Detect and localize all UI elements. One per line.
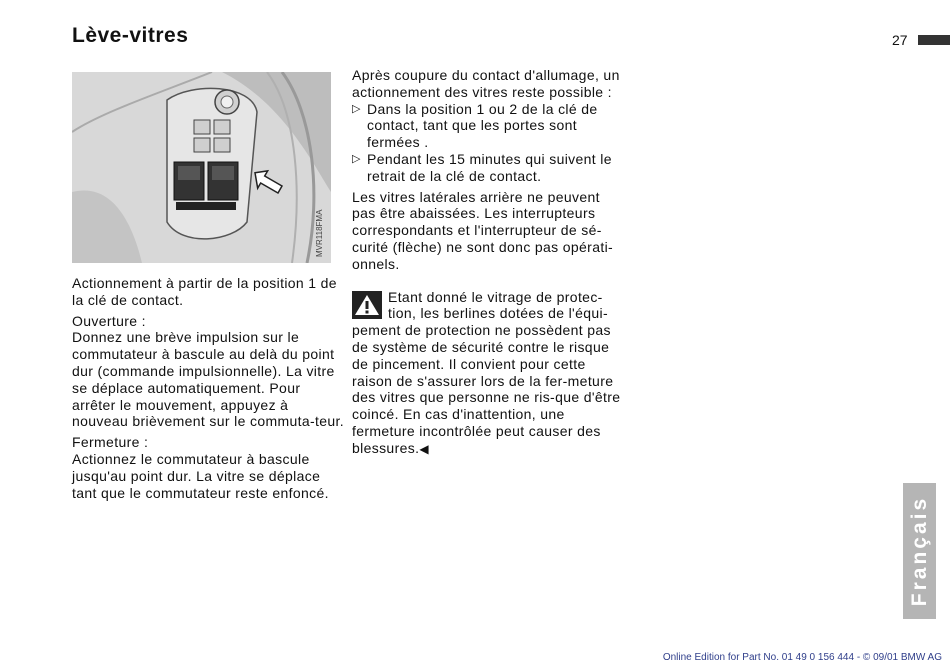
fermeture-heading: Fermeture : — [72, 434, 149, 451]
window-switch-illustration — [72, 72, 331, 263]
ignition-off-text: Après coupure du contact d'allumage, un actionnement des vitres reste possible : — [352, 67, 620, 100]
ouverture-text: Donnez une brève impulsion sur le commutateur à bascule au delà du point dur (commande impulsionnelle). La vitre se déplace automatiquement. Pour arrêter le mouvement, appuyez à nouveau brièvement sur le commuta-teur. — [72, 329, 345, 430]
warning-block — [352, 289, 624, 458]
warning-triangle-icon — [352, 291, 382, 319]
bullet-item — [352, 101, 624, 151]
warning-text: Etant donné le vitrage de protec-tion, les berlines dotées de l'équi-pement de protection ne possèdent pas de système de sécurité contre le risque de pincement. Il convient pour cette raison de s'assurer lors de la fer-meture des vitres que personne ne ris-que d'être coincé. En cas d'inattention, une fermeture incontrôlée peut causer des blessures. — [352, 288, 621, 456]
bullet-text: Dans la position 1 ou 2 de la clé de contact, tant que les portes sont fermées . — [367, 100, 598, 151]
ouverture-heading: Ouverture : — [72, 312, 146, 329]
figure-code: MVR118FMA — [315, 209, 324, 257]
right-column — [352, 67, 624, 458]
page-number: 27 — [892, 32, 908, 48]
bullet-text: Pendant les 15 minutes qui suivent le retrait de la clé de contact. — [367, 150, 612, 184]
rear-windows-text: Les vitres latérales arrière ne peuvent pas être abaissées. Les interrupteurs correspondants et l'interrupteur de sé-curité (flèche) ne sont donc pas opérati-onnels. — [352, 188, 614, 272]
bullet-item — [352, 151, 624, 185]
footer-text: Online Edition for Part No. 01 49 0 156 444 - © 09/01 BMW AG — [662, 652, 942, 663]
window-switch-figure — [72, 72, 331, 263]
page-title: Lève-vitres — [72, 24, 189, 47]
bullet-triangle-icon: ▷ — [352, 102, 361, 115]
language-tab-label: Français — [907, 495, 931, 607]
language-tab — [903, 483, 936, 619]
end-marker-icon: ◀ — [419, 441, 429, 456]
bullet-triangle-icon: ▷ — [352, 152, 361, 165]
intro-text: Actionnement à partir de la position 1 de la clé de contact. — [72, 275, 337, 308]
page-number-bar — [918, 35, 950, 45]
fermeture-text: Actionnez le commutateur à bascule jusqu'au point dur. La vitre se déplace tant que le commutateur reste enfoncé. — [72, 450, 329, 501]
left-column — [72, 275, 344, 501]
